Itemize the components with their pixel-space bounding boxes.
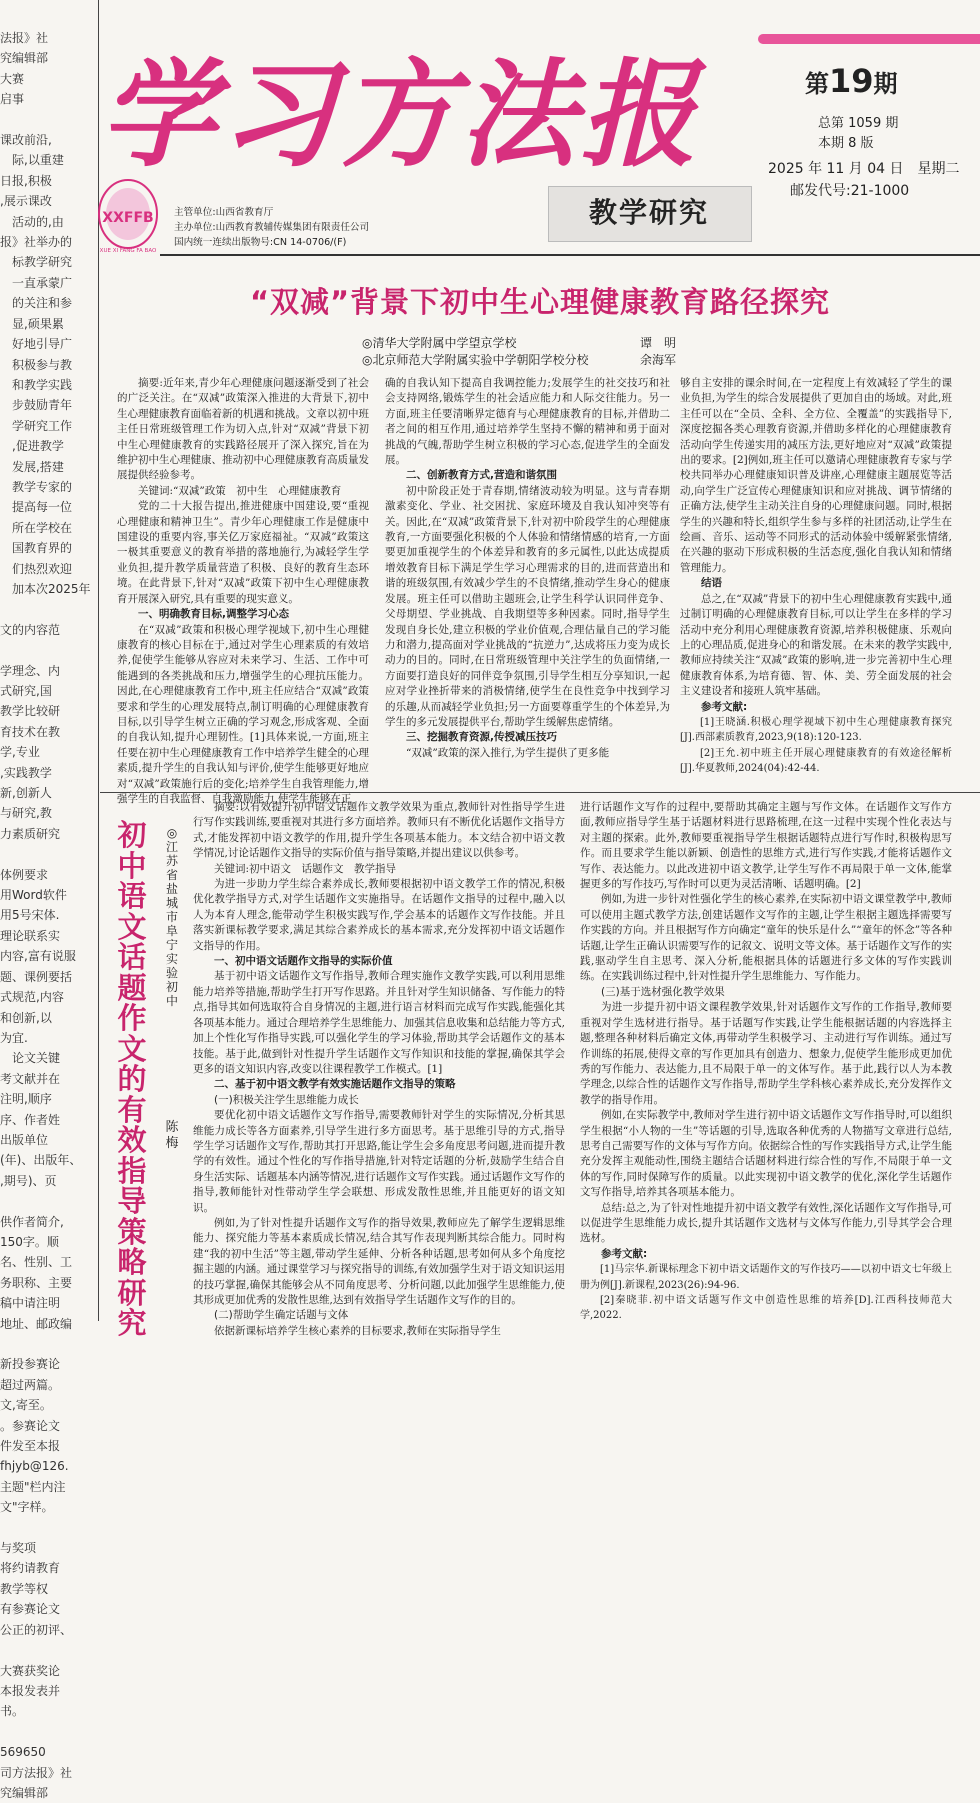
logo-ring-text: XUE XI FANG FA BAO — [99, 248, 157, 254]
article1-column-1 — [117, 376, 369, 805]
strip-text: 法报》社 究编辑部 大赛 启事 课改前沿, 际,以重建 日报,积极 ,展示课改 活动的,由 报》社举办的 标教学研究 一直承蒙广 的关注和参 显,硕果累 好地引导广 积极参与教 和教学实践 步鼓励青年 学研究工作 ,促进教学 发展,搭建 教学专家的 提高每一位 所在学校在 国教育界的 们热烈欢迎 加本次2025年 文的内容范 学理念、内 式研究,国 教学比较研 育技术在教 学,专业 ,实践教学 新,创新人 与研究,教 力素质研究 体例要求 用Word软件 用5号宋体. 理论联系实 内容,富有说服 题、课例要括 式规范,内容 和创新,以 为宜. 论文关键 考文献并在 注明,顺序 序、作者姓 出版单位 (年)、出版年、 ,期号)、页 供作者简介, 150字。顺 名、性别、工 务职称、主要 稿中请注明 地址、邮政编 新投参赛论 超过两篇。 文,寄至。 。参赛论文 件发至本报 fhjyb@126. 主题"栏内注 文"字样。 与奖项 将约请教育 教学等权 有参赛论文 公正的初评、 大赛获奖论 本报发表并 书。 569650 司方法报》社 究编辑部 — [0, 31, 91, 1800]
author-name: 陈 梅 — [165, 1120, 192, 1151]
section-heading: (二)帮助学生确定话题与文体 — [214, 1309, 349, 1322]
paragraph: 初中阶段正处于青春期,情绪波动较为明显。这与青春期激素变化、学业、社交困扰、家庭环境及自我认知冲突等有关。因此,在“双减”政策背景下,针对初中阶段学生的心理健康教育,一方面要强化积极的个人体验和情绪情感的培育,一方面要更加重视学生的个体差异和教育的多元属性,以此达成提质增效教育目标下满足学生学习心理需求的目的,进而营造出和谐的班级氛围,有效减少学生的不良情绪,推动学生身心的健康发展。班主任可以借助主题班会,让学生科学认识同伴竞争、父母期望、学业挑战、自我期望等多种因素。同时,指导学生发现自身长处,建立积极的学业价值观,合理估量自己的学习能力和潜力,提高面对学业挑战的“抗逆力”,达成将压力变为成长动力的目的。同时,在日常班级管理中关注学生的负面情绪,一方面要打造良好的同伴竞争氛围,引导学生相互分享知识,一起应对学业挫折带来的消极情绪,使学生在良性竞争中找到学习的乐趣,从而减轻学业负担;另一方面要尊重学生的个体差异,为学生的多元发展提供平台,帮助学生缓解焦虑情绪。 — [385, 484, 670, 728]
author-affiliation: ◎江苏省盐城市阜宁实验初中 — [165, 826, 178, 1008]
article2-column-2 — [580, 800, 952, 1322]
paragraph: 例如,在实际教学中,教师对学生进行初中语文话题作文写作指导时,可以组织学生根据“小人物的一生”等话题的引导,选取各种优秀的人物描写文章进行总结,思考自己需要写作的文体与写作方向。依据综合性的写作实践指导方式,让学生能充分发挥主观能动性,围绕主题结合话题材料进行综合性的写作,不局限于单一文体的写作,同时保障写作的质量。以此实现初中语文教学的优化,深化学生话题作文写作指导,培养其各项基本能力。 — [580, 1109, 952, 1199]
author-affiliation: ◎北京师范大学附属实验中学朝阳学校分校 — [362, 353, 589, 367]
article1-column-2 — [385, 376, 670, 790]
paragraph: 总之,在“双减”背景下的初中生心理健康教育实践中,通过制订明确的心理健康教育目标,可以让学生在多样的学习活动中充分利用心理健康教育资源,培养积极健康、乐观向上的心理品质,促进身心的和谐发展。在未来的教学实践中,教师应持续关注“双减”政策的影响,进一步完善初中生心理健康教育体系,为培育德、智、体、美、劳全面发展的社会主义建设者和接班人筑牢基础。 — [680, 592, 952, 698]
newspaper-logo — [96, 178, 160, 254]
author-name: 余海军 — [640, 353, 677, 367]
page-count: 本期 8 版 — [818, 136, 874, 151]
masthead-rule — [160, 254, 980, 256]
issue-suffix: 期 — [873, 70, 898, 98]
paragraph: 进行话题作文写作的过程中,要帮助其确定主题与写作文体。在话题作文写作方面,教师应指导学生基于话题材料进行思路梳理,在这一过程中实现个性化表达与对主题的探索。此外,教师要重视指导学生根据话题特点进行写作时,积极构思写作。而且要求学生能以新颖、创造性的思维方式,进行写作实践,才能将话题作文写作、表达能力。以此改进初中语文教学,让学生写作不再局限于单一文体,能掌握更多的写作技巧,写作时可以更为灵活清晰、话题明确。[2] — [580, 801, 952, 891]
article2-title: 初中语文话题作文的有效指导策略研究 — [117, 818, 147, 1340]
section-heading: (三)基于选材强化教学效果 — [601, 985, 725, 998]
article1-title: “双减”背景下初中生心理健康教育路径探究 — [249, 285, 831, 319]
adjacent-column-strip — [0, 0, 98, 1800]
paragraph: 为进一步助力学生综合素养成长,教师要根据初中语文教学工作的情况,积极优化教学指导方式,对学生话题作文实施指导。在话题作文指导的过程中,融入以人为本育人理念,能带动学生积极实践写作,学会基本的话题作文写作技能。并且落实新课标教学要求,满足其综合素养成长的基本需求,充分发挥初中语文话题作文指导的作用。 — [193, 878, 565, 952]
paragraph: 够自主安排的课余时间,在一定程度上有效减轻了学生的课业负担,为学生的综合发展提供了更加自由的场域。对此,班主任可以在“全员、全科、全方位、全覆盖”的实践指导下,深度挖掘各类心理教育资源,并借助多样化的心理健康教育活动向学生传递实用的减压方法,更好地应对“双减”政策提出的要求。[2]例如,班主任可以邀请心理健康教育专家与学校共同举办心理健康知识普及讲座,心理健康主题展览等活动,向学生广泛宣传心理健康知识和应对挑战、调节情绪的正确方法,使学生主动关注自身的心理健康问题。同时,根据学生的兴趣和特长,组织学生参与多样的社团活动,让学生在绘画、音乐、运动等不同形式的活动体验中缓解紧张情绪,在兴趣的驱动下形成积极的生活态度,强化自我认知和情绪管理能力。 — [680, 377, 952, 574]
issue-date: 2025 年 11 月 04 日 星期二 — [768, 161, 960, 177]
reference-item: [2]秦晓菲.初中语文话题写作文中创造性思维的培养[D].江西科技师范大学,2022. — [580, 1295, 952, 1322]
author-name: 谭 明 — [640, 336, 677, 350]
article1-column-3 — [680, 376, 952, 790]
paragraph: “双减”政策的深入推行,为学生提供了更多能 — [406, 746, 610, 759]
section-heading: 一、明确教育目标,调整学习心态 — [138, 608, 289, 621]
section-heading: 一、初中语文话题作文指导的实际价值 — [214, 955, 393, 968]
newspaper-title: 学习方法报 — [100, 47, 700, 183]
total-issue: 总第 1059 期 — [818, 116, 899, 131]
reference-item: [1]王晓涵.积极心理学视域下初中生心理健康教育探究[J].西部素质教育,2023,9(18):120-123. — [680, 716, 952, 744]
section-heading: 结语 — [701, 577, 722, 590]
paragraph: 例如,为了针对性提升话题作文写作的指导效果,教师应先了解学生逻辑思维能力、探究能力等基本素质成长情况,结合其写作表现判断其综合能力。同时构建“我的初中生活”等主题,带动学生延伸、分析各种话题,思考如何从多个角度挖掘主题的内涵。通过课堂学习与探究指导的训练,有效加强学生对于语文知识运用的技巧掌握,确保其能够会从不同角度思考、分析问题,以此加强学生思维能力,使其形成更加优秀的发散性思维,达到有效指导学生话题作文写作的目的。 — [193, 1216, 565, 1306]
reference-item: [1]马宗华.新课标理念下初中语文话题作文的写作技巧——以初中语文七年级上册为例[J].新课程,2023(26):94-96. — [580, 1264, 952, 1291]
issue-prefix: 第 — [805, 70, 829, 98]
postal-code: 邮发代号:21-1000 — [790, 183, 910, 199]
section-heading: 二、基于初中语文教学有效实施话题作文指导的策略 — [214, 1078, 456, 1091]
issue-number: 19 — [829, 62, 874, 100]
abstract-text: 摘要:以有效提升初中语文话题作文教学效果为重点,教师针对性指导学生进行写作实践训练,要重视对其进行多方面培养。教师只有不断优化话题作文指导方式,才能发挥初中语文教学的作用,提升学生各项基本能力。本文结合初中语文教学情况,讨论话题作文指导的实际价值与指导策略,并提出建议以供参考。 — [193, 801, 565, 860]
paragraph: 要优化初中语文话题作文写作指导,需要教师针对学生的实际情况,分析其思维能力成长等各方面素养,引导学生进行多方面思考。基于思维引导的方式,指导学生学习话题作文写作,帮助其打开思路,能让学生会多角度思考问题,进而提升教学的有效性。通过个性化的写作指导措施,针对特定话题的分析,鼓励学生结合自身生活实际、话题基本内涵等情况,进行话题作文写作实践。通过话题作文写作的指导,教师能针对性带动学生学会联想、形成发散性思维,并且能更好的语文知识。 — [193, 1109, 565, 1214]
masthead-accent-bar — [758, 34, 980, 44]
author-affiliation: ◎清华大学附属中学望京学校 — [362, 336, 517, 350]
section-heading: 二、创新教育方式,营造和谐氛围 — [406, 469, 557, 482]
sponsor-info — [174, 205, 369, 250]
article2-column-1 — [193, 800, 565, 1337]
section-heading: (一)积极关注学生思维能力成长 — [214, 1093, 359, 1106]
sponsor-line: 主办单位:山西教育教辅传媒集团有限责任公司 — [174, 222, 370, 233]
paragraph: 确的自我认知下提高自我调控能力;发展学生的社交技巧和社会支持网络,锻炼学生的社会适应能力和人际交往能力。另一方面,班主任要清晰界定德育与心理健康教育的目标,并借助二者之间的相互作用,通过培养学生坚持不懈的精神和勇于面对挑战的气魄,帮助学生树立积极的学习心态,促进学生的全面发展。 — [385, 377, 670, 467]
article-divider — [100, 792, 980, 793]
paragraph: 例如,为进一步针对性强化学生的核心素养,在实际初中语文课堂教学中,教师可以使用主题式教学方法,创建话题作文写作的主题,让学生根据主题选择需要写作实践的方向。并且根据写作方向确定“童年的快乐是什么”“童年的怀念”等各种话题,让学生正确认识需要写作的记叙文、说明文等文体。基于话题作文写作的实践,驱动学生自主思考、深入分析,能根据具体的话题进行多文体的写作实践训练。在实践训练过程中,针对性提升学生思维能力、写作能力。 — [580, 893, 952, 983]
logo-letters: XXFFB — [102, 210, 154, 226]
abstract-text: 关键词:初中语文 话题作文 教学指导 — [214, 862, 397, 875]
paragraph: 为进一步提升初中语文课程教学效果,针对话题作文写作的工作指导,教师要重视对学生选材进行指导。基于话题写作实践,让学生能根据话题的内容选择主题,整理各种材料后确定文体,再带动学生积极学习、主动进行写作训练。通过写作训练的拓展,使得文章的写作更加具有创造力、想象力,促使学生能形成更加优秀的写作能力、表达能力,且不局限于单一的文体写作。基于此,践行以人为本教学理念,以综合性的话题作文写作指导,帮助学生学科核心素养成长,充分发挥作文教学的指导作用。 — [580, 1001, 952, 1106]
section-heading: 三、挖掘教育资源,传授减压技巧 — [406, 731, 557, 744]
section-heading: 参考文献: — [601, 1247, 648, 1260]
sponsor-line: 国内统一连续出版物号:CN 14-0706/(F) — [174, 237, 347, 248]
abstract-text: 关键词:“双减”政策 初中生 心理健康教育 — [138, 484, 342, 497]
paragraph: 总结:总之,为了针对性地提升初中语文教学有效性,深化话题作文写作指导,可以促进学生思维能力成长,提升其话题作文选材与文体写作能力,引导其学会合理选材。 — [580, 1201, 952, 1245]
abstract-text: 摘要:近年来,青少年心理健康问题逐渐受到了社会的广泛关注。在“双减”政策深入推进的大背景下,初中生心理健康教育面临着新的机遇和挑战。文章以初中班主任日常班级管理工作为切入点,针对“双减”背景下初中生心理健康教育的实践路径展开了深入探究,旨在为维护初中生心理健康、推动初中心理健康教育高质量发展提供经验参考。 — [117, 377, 369, 482]
section-heading: 参考文献: — [701, 700, 748, 713]
paragraph: 依据新课标培养学生核心素养的目标要求,教师在实际指导学生 — [214, 1324, 501, 1337]
reference-item: [2]王允.初中班主任开展心理健康教育的有效途径解析[J].华夏教师,2024(04):42-44. — [680, 747, 952, 775]
section-banner: 教学研究 — [588, 196, 709, 229]
paragraph: 在“双减”政策和积极心理学视域下,初中生心理健康教育的核心目标在于,通过对学生心理素质的有效培养,促使学生能够从容应对未来学习、生活、工作中可能遇到的各类挑战和压力,增强学生的心理抗压能力。因此,在心理健康教育工作中,班主任应结合“双减”政策要求和学生的心理发展特点,制订明确的心理健康教育目标,以引导学生树立正确的学习观念,形成客观、全面的自我认知,提升心理韧性。[1]具体来说,一方面,班主任要在初中生心理健康教育工作中培养学生健全的心理素质,提升学生的自我认知与评价,使学生能够更好地应对“双减”政策施行后的变化;培养学生自我管理能力,增强学生的自我监督、自我激励能力,使学生能够在正 — [117, 623, 369, 805]
sponsor-line: 主管单位:山西省教育厅 — [174, 207, 274, 218]
paragraph: 党的二十大报告提出,推进健康中国建设,要“重视心理健康和精神卫生”。青少年心理健康工作是健康中国建设的重要内容,事关亿万家庭福祉。“双减”政策这一极其重要意义的教育举措的落地施行,为减轻学生学业负担,提升教学质量营造了积极、良好的教育生态环境。在此背景下,针对“双减”政策下初中生心理健康教育开展深入研究,具有重要的现实意义。 — [117, 500, 369, 605]
paragraph: 基于初中语文话题作文写作指导,教师合理实施作文教学实践,可以利用思维能力培养等措施,帮助学生打开写作思路。并且针对学生知识储备、写作能力的特点,指导其如何选取符合自身情况的主题,进行语言材料而完成写作实践,能强化其各项基本能力。通过合理培养学生思维能力、加强其信息收集和总结能力等方式,加上个性化写作指导实践,可以强化学生的学习体验,帮助其学会话题作文的基本技能。基于此,做到针对性提升学生话题作文写作知识和技能的掌握,确保其学会更多的语文知识内容,改变以往课程教学工作模式。[1] — [193, 970, 565, 1075]
issue-label — [805, 62, 898, 100]
